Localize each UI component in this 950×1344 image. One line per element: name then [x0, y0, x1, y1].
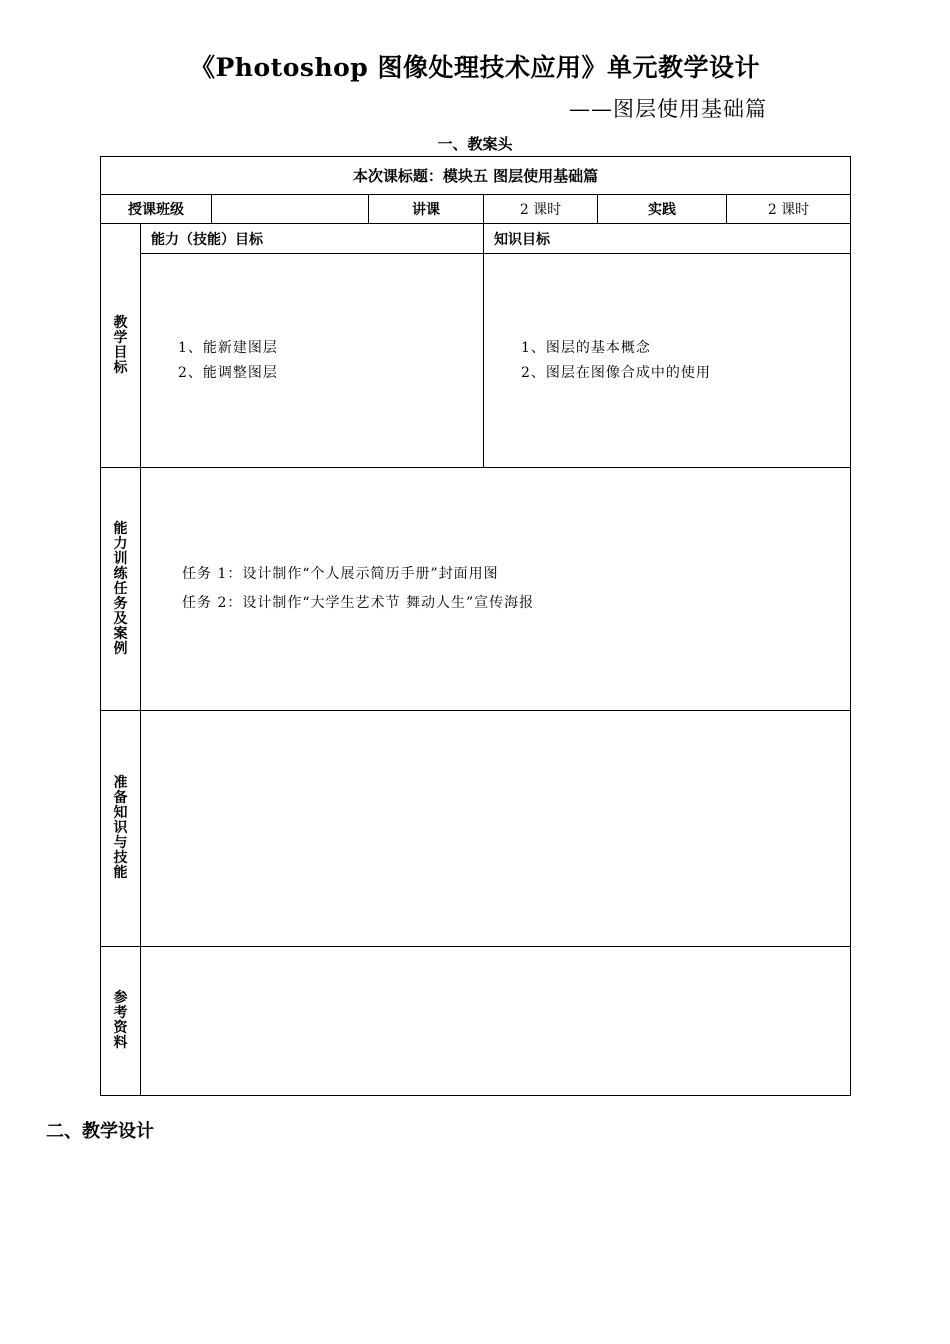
list-item: 2、能调整图层 — [178, 364, 278, 381]
list-item: 任务 2：设计制作“大学生艺术节 舞动人生”宣传海报 — [182, 595, 535, 611]
table-row — [101, 195, 851, 224]
ability-objectives-header: 能力（技能）目标 — [141, 224, 484, 254]
table-row — [101, 157, 851, 195]
course-title-cell: 本次课标题：模块五 图层使用基础篇 — [101, 157, 851, 195]
prep-knowledge-cell — [141, 711, 851, 947]
list-item: 1、能新建图层 — [178, 339, 278, 356]
list-item: 任务 1：设计制作“个人展示简历手册”封面用图 — [182, 566, 499, 582]
table-row — [101, 224, 851, 254]
practice-label: 实践 — [598, 195, 727, 224]
table-row — [101, 468, 851, 711]
ability-objectives-cell — [141, 254, 484, 468]
document-subtitle: ——图层使用基础篇 — [569, 97, 767, 121]
tasks-label: 能力训练任务及案例 — [101, 468, 141, 711]
table-row — [101, 947, 851, 1096]
references-label: 参考资料 — [101, 947, 141, 1096]
objectives-label: 教学目标 — [101, 224, 141, 468]
document-title: 《Photoshop 图像处理技术应用》单元教学设计 — [190, 53, 760, 82]
practice-hours: 2 课时 — [727, 195, 851, 224]
section-heading-teaching-design: 二、教学设计 — [46, 1121, 154, 1142]
class-label: 授课班级 — [101, 195, 212, 224]
tasks-cell — [141, 468, 851, 711]
prep-knowledge-label: 准备知识与技能 — [101, 711, 141, 947]
lecture-label: 讲课 — [369, 195, 484, 224]
class-value — [212, 195, 369, 224]
lesson-header-table — [100, 156, 851, 1096]
references-cell — [141, 947, 851, 1096]
knowledge-objectives-header: 知识目标 — [484, 224, 851, 254]
table-row — [101, 254, 851, 468]
list-item: 2、图层在图像合成中的使用 — [521, 364, 711, 381]
lecture-hours: 2 课时 — [484, 195, 598, 224]
knowledge-objectives-cell — [484, 254, 851, 468]
section-heading-lesson-header: 一、教案头 — [437, 135, 513, 153]
table-row — [101, 711, 851, 947]
list-item: 1、图层的基本概念 — [521, 339, 651, 356]
